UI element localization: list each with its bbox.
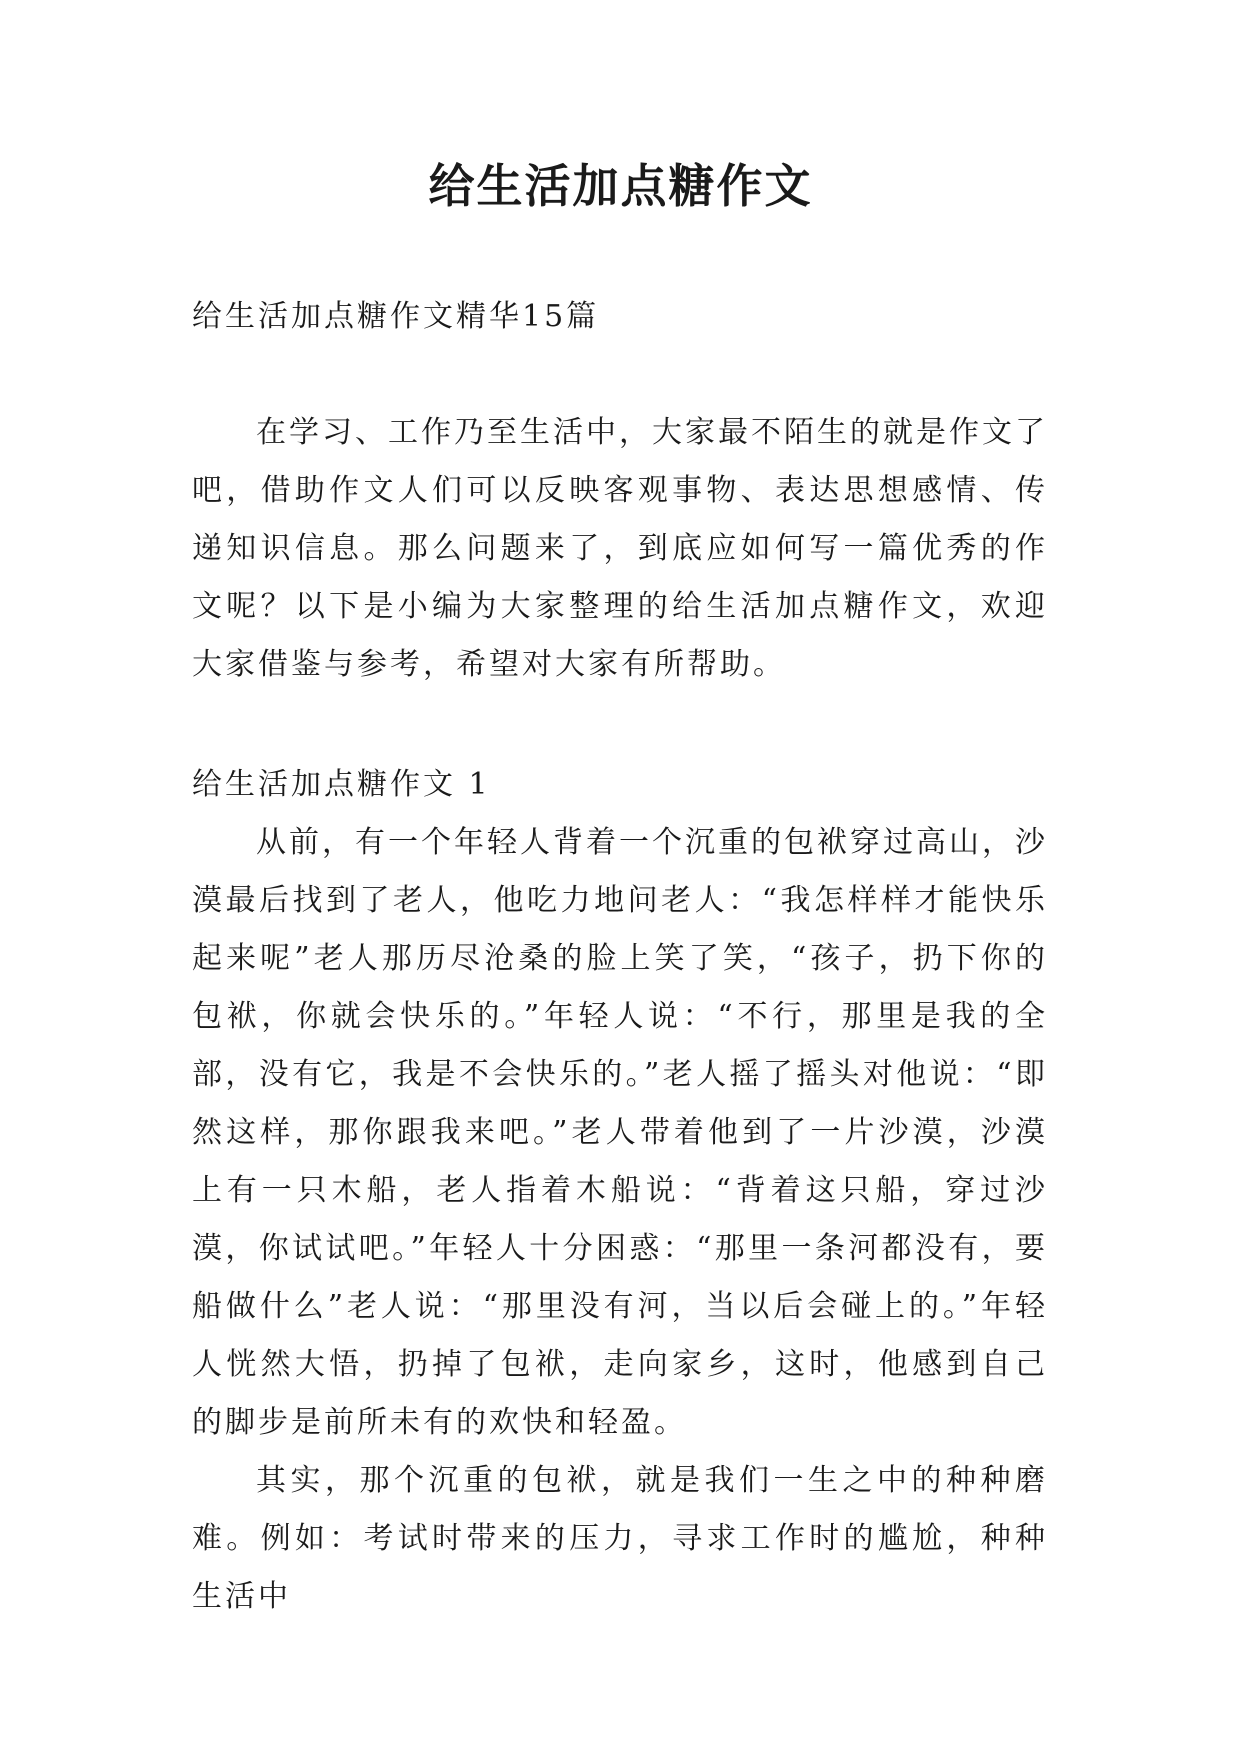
document-title: 给生活加点糖作文 bbox=[428, 159, 813, 213]
document-subtitle: 给生活加点糖作文精华15篇 bbox=[192, 299, 600, 334]
body-paragraph: 从前，有一个年轻人背着一个沉重的包袱穿过高山，沙漠最后找到了老人，他吃力地问老人：“我怎样样才能快乐起来呢”老人那历尽沧桑的脸上笑了笑，“孩子，扔下你的包袱，你就会快乐的。”年轻人说：“不行，那里是我的全部，没有它，我是不会快乐的。”老人摇了摇头对他说：“即然这样，那你跟我来吧。”老人带着他到了一片沙漠，沙漠上有一只木船，老人指着木船说：“背着这只船，穿过沙漠，你试试吧。”年轻人十分困惑：“那里一条河都没有，要船做什么”老人说：“那里没有河，当以后会碰上的。”年轻人恍然大悟，扔掉了包袱，走向家乡，这时，他感到自己的脚步是前所未有的欢快和轻盈。 bbox=[192, 825, 1048, 1440]
intro-paragraph: 在学习、工作乃至生活中，大家最不陌生的就是作文了吧，借助作文人们可以反映客观事物、表达思想感情、传递知识信息。那么问题来了，到底应如何写一篇优秀的作文呢？以下是小编为大家整理的给生活加点糖作文，欢迎大家借鉴与参考，希望对大家有所帮助。 bbox=[192, 415, 1048, 682]
section-heading: 给生活加点糖作文 1 bbox=[192, 767, 491, 802]
body-paragraph: 其实，那个沉重的包袱，就是我们一生之中的种种磨难。例如：考试时带来的压力，寻求工作时的尴尬，种种生活中 bbox=[192, 1463, 1048, 1614]
